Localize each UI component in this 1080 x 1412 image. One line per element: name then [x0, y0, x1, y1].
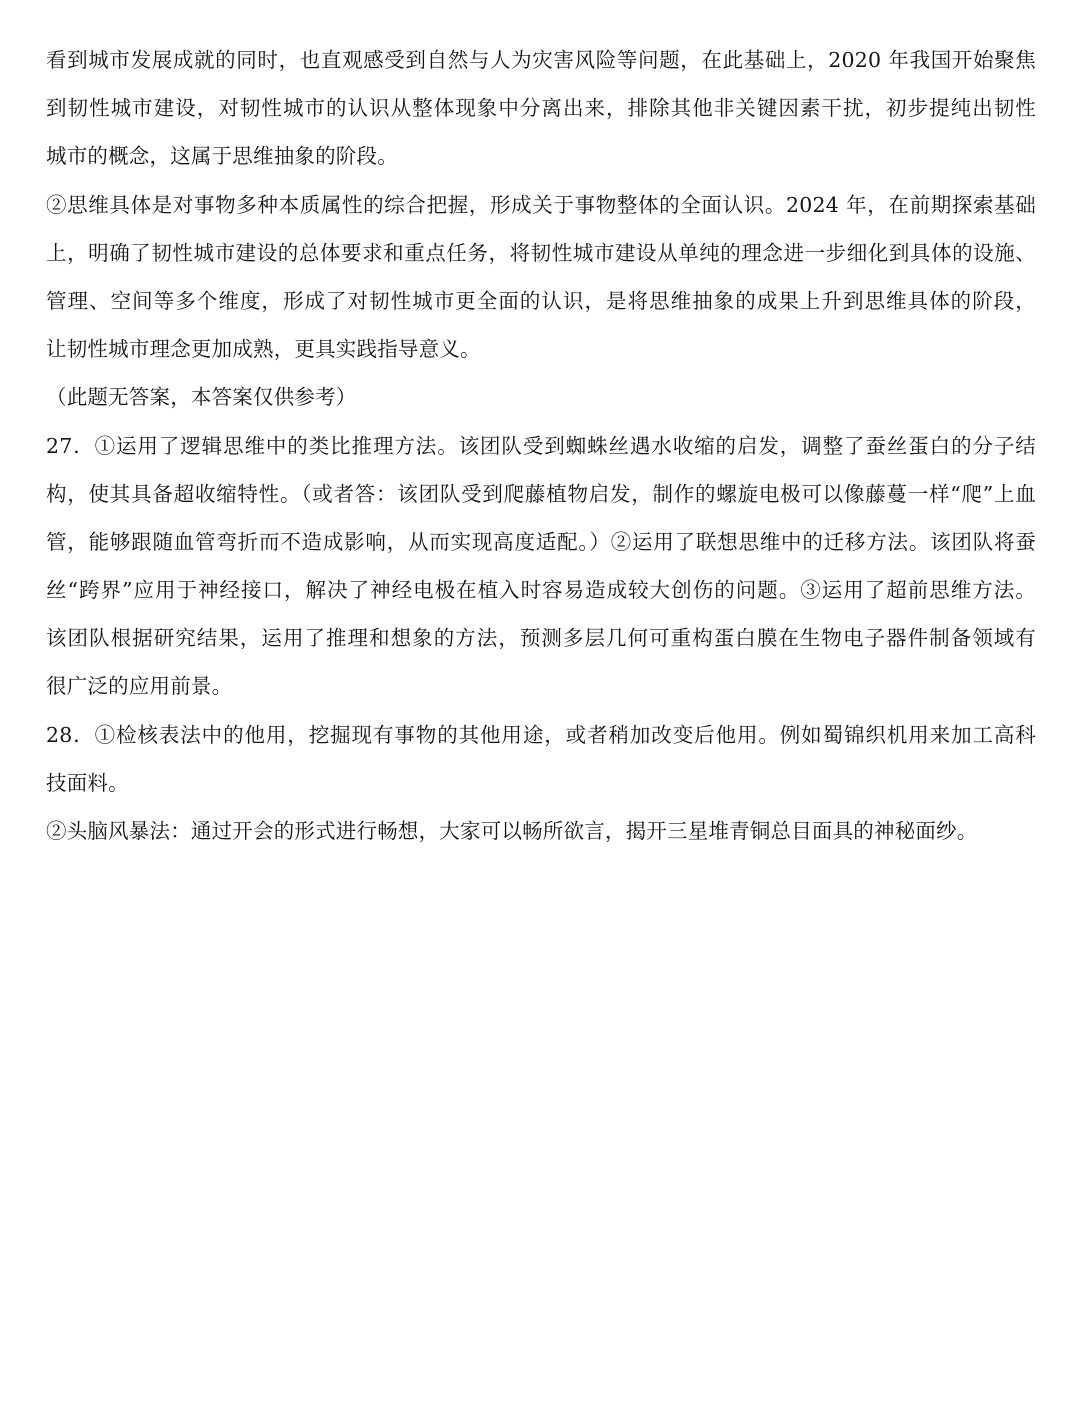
text-line: 28．①检核表法中的他用，挖掘现有事物的其他用途，或者稍加改变后他用。例如蜀锦织机用来加工高科: [46, 722, 1036, 747]
paragraph-note: [46, 373, 1036, 421]
paragraph-answer-continuation: [46, 36, 1036, 181]
text-line: 看到城市发展成就的同时，也直观感受到自然与人为灾害风险等问题，在此基础上，2020 年我国开始聚焦: [46, 48, 1036, 72]
text-line: 上，明确了韧性城市建设的总体要求和重点任务，将韧性城市建设从单纯的理念进一步细化到具体的设施、: [46, 240, 1036, 265]
text-line: 丝“跨界”应用于神经接口，解决了神经电极在植入时容易造成较大创伤的问题。③运用了超前思维方法。: [46, 578, 1036, 603]
text-line: 让韧性城市理念更加成熟，更具实践指导意义。: [46, 337, 481, 362]
text-line: （此题无答案，本答案仅供参考）: [46, 385, 357, 410]
text-line: ②头脑风暴法：通过开会的形式进行畅想，大家可以畅所欲言，揭开三星堆青铜总目面具的神秘面纱。: [46, 819, 978, 843]
text-line: 到韧性城市建设，对韧性城市的认识从整体现象中分离出来，排除其他非关键因素干扰，初步提纯出韧性: [46, 96, 1036, 121]
answer-text-block: [46, 36, 1036, 855]
text-line: 构，使其具备超收缩特性。（或者答：该团队受到爬藤植物启发，制作的螺旋电极可以像藤蔓一样“爬”上血: [46, 481, 1036, 506]
text-line: 管理、空间等多个维度，形成了对韧性城市更全面的认识，是将思维抽象的成果上升到思维具体的阶段，: [46, 288, 1036, 313]
paragraph-question-27: [46, 422, 1036, 711]
text-line: 27．①运用了逻辑思维中的类比推理方法。该团队受到蜘蛛丝遇水收缩的启发，调整了蚕丝蛋白的分子结: [46, 433, 1036, 458]
text-line: 该团队根据研究结果，运用了推理和想象的方法，预测多层几何可重构蛋白膜在生物电子器件制备领域有: [46, 626, 1036, 651]
paragraph-point-2: [46, 181, 1036, 374]
text-line: ②思维具体是对事物多种本质属性的综合把握，形成关于事物整体的全面认识。2024 年，在前期探索基础: [46, 192, 1036, 217]
text-line: 很广泛的应用前景。: [46, 674, 233, 699]
text-line: 技面料。: [46, 770, 129, 795]
text-line: 管，能够跟随血管弯折而不造成影响，从而实现高度适配。）②运用了联想思维中的迁移方法。该团队将蚕: [46, 529, 1036, 554]
paragraph-question-28: [46, 711, 1036, 807]
paragraph-question-28-point-2: [46, 807, 1036, 855]
text-line: 城市的概念，这属于思维抽象的阶段。: [46, 144, 398, 169]
